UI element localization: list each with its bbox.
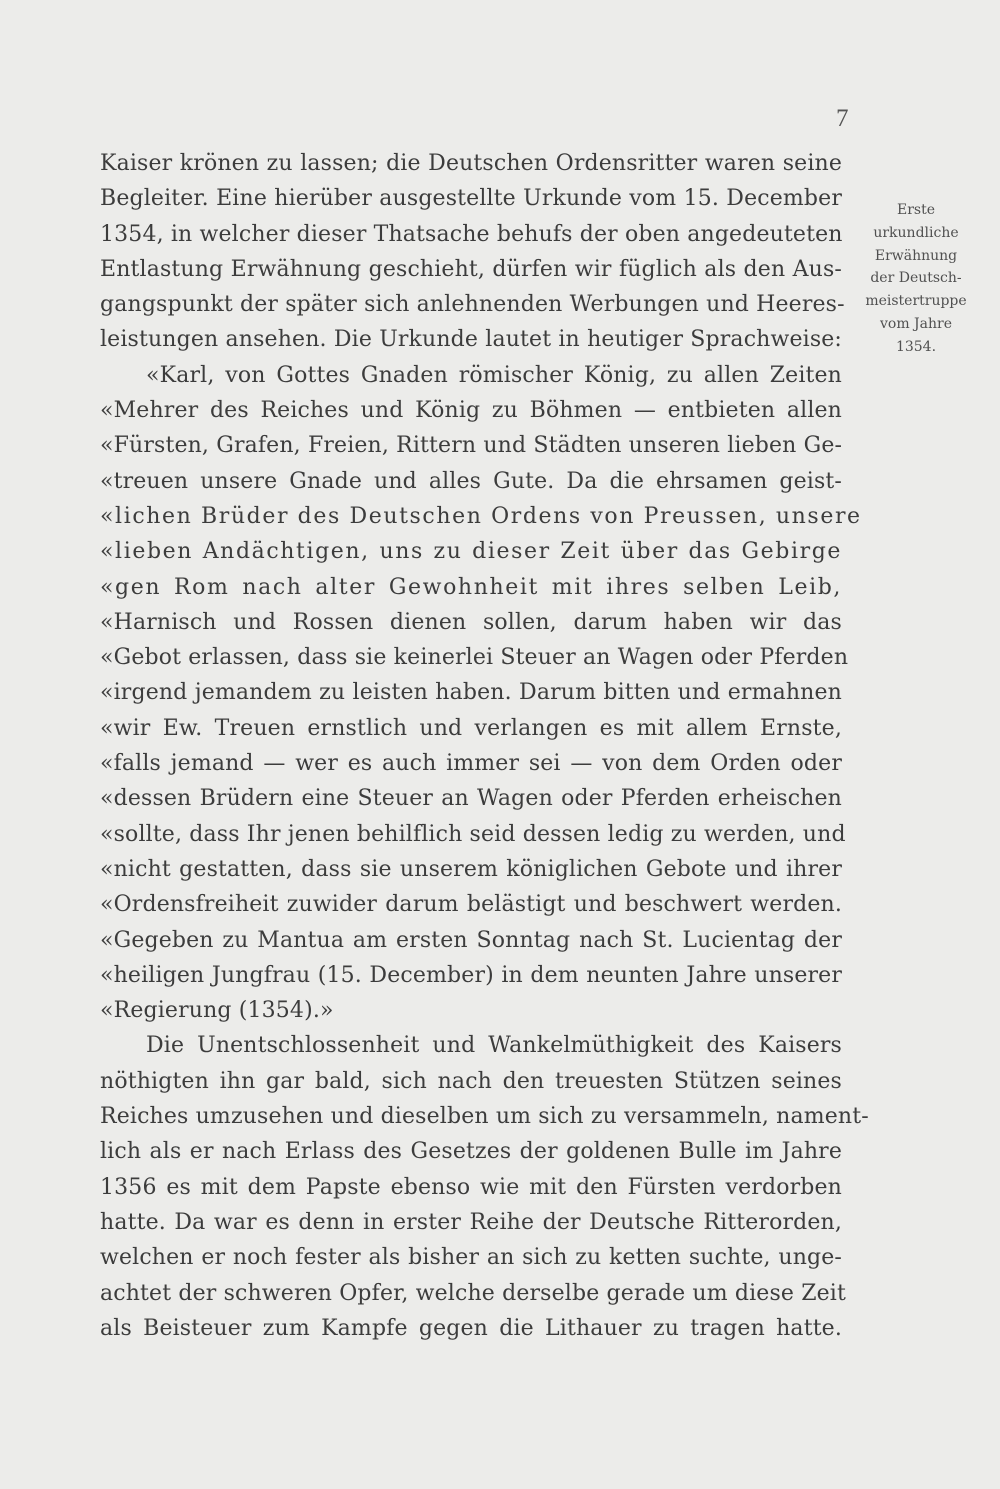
text-line: als Beisteuer zum Kampfe gegen die Lithauer zu tragen hatte. bbox=[100, 1315, 842, 1341]
text-line: «falls jemand — wer es auch immer sei — von dem Orden oder bbox=[100, 751, 842, 777]
text-line: 1356 es mit dem Papste ebenso wie mit den Fürsten verdorben bbox=[100, 1174, 842, 1200]
text-line: nöthigten ihn gar bald, sich nach den treuesten Stützen seines bbox=[100, 1068, 842, 1094]
margin-note-line: vom Jahre bbox=[879, 315, 953, 332]
margin-note-line: der Deutsch- bbox=[870, 270, 962, 287]
text-line: «gen Rom nach alter Gewohnheit mit ihres selben Leib, bbox=[100, 574, 842, 600]
text-line: gangspunkt der später sich anlehnenden Werbungen und Heeres- bbox=[100, 292, 845, 318]
text-line: leistungen ansehen. Die Urkunde lautet in heutiger Sprachweise: bbox=[100, 327, 842, 353]
text-line: «lieben Andächtigen, uns zu dieser Zeit über das Gebirge bbox=[100, 539, 842, 565]
text-line: Entlastung Erwähnung geschieht, dürfen wir füglich als den Aus- bbox=[100, 256, 842, 282]
text-line: «Gegeben zu Mantua am ersten Sonntag nach St. Lucientag der bbox=[100, 927, 842, 953]
text-line: «treuen unsere Gnade und alles Gute. Da die ehrsamen geist- bbox=[100, 468, 842, 494]
text-line: welchen er noch fester als bisher an sich zu ketten suchte, unge- bbox=[100, 1245, 842, 1271]
page-number: 7 bbox=[836, 105, 849, 132]
text-line: «Ordensfreiheit zuwider darum belästigt und beschwert werden. bbox=[100, 892, 842, 918]
text-line: «Karl, von Gottes Gnaden römischer König, zu allen Zeiten bbox=[146, 362, 842, 388]
text-line: 1354, in welcher dieser Thatsache behufs der oben angedeuteten bbox=[100, 221, 843, 247]
text-line: lich als er nach Erlass des Gesetzes der goldenen Bulle im Jahre bbox=[100, 1139, 842, 1165]
margin-note-line: meistertruppe bbox=[865, 293, 967, 310]
margin-note bbox=[853, 199, 979, 359]
text-line: Begleiter. Eine hierüber ausgestellte Urkunde vom 15. December bbox=[100, 186, 842, 212]
margin-note-line: Erwähnung bbox=[874, 247, 958, 264]
body-text bbox=[100, 146, 869, 1346]
margin-note-line: 1354. bbox=[895, 338, 937, 355]
margin-note-line: Erste bbox=[896, 202, 935, 218]
margin-note-line: urkundliche bbox=[873, 224, 959, 241]
text-line: Kaiser krönen zu lassen; die Deutschen Ordensritter waren seine bbox=[100, 151, 842, 176]
text-line: «sollte, dass Ihr jenen behilflich seid dessen ledig zu werden, und bbox=[100, 821, 846, 847]
text-line: Reiches umzusehen und dieselben um sich zu versammeln, nament- bbox=[100, 1104, 869, 1130]
text-line: «Harnisch und Rossen dienen sollen, darum haben wir das bbox=[100, 609, 842, 635]
text-line: «Gebot erlassen, dass sie keinerlei Steuer an Wagen oder Pferden bbox=[100, 645, 849, 671]
text-line: «nicht gestatten, dass sie unserem königlichen Gebote und ihrer bbox=[100, 856, 842, 882]
text-line: «Regierung (1354).» bbox=[100, 998, 334, 1024]
text-line: «heiligen Jungfrau (15. December) in dem neunten Jahre unserer bbox=[100, 962, 842, 988]
text-line: «Fürsten, Grafen, Freien, Rittern und Städten unseren lieben Ge- bbox=[100, 433, 843, 459]
text-line: «irgend jemandem zu leisten haben. Darum bitten und ermahnen bbox=[100, 680, 842, 706]
text-line: hatte. Da war es denn in erster Reihe der Deutsche Ritterorden, bbox=[100, 1209, 842, 1235]
text-line: «lichen Brüder des Deutschen Ordens von Preussen, unsere bbox=[100, 503, 862, 529]
text-line: achtet der schweren Opfer, welche derselbe gerade um diese Zeit bbox=[100, 1280, 846, 1306]
text-line: «Mehrer des Reiches und König zu Böhmen — entbieten allen bbox=[100, 398, 842, 424]
text-line: Die Unentschlossenheit und Wankelmüthigkeit des Kaisers bbox=[146, 1033, 842, 1059]
text-line: «wir Ew. Treuen ernstlich und verlangen es mit allem Ernste, bbox=[100, 715, 842, 741]
text-line: «dessen Brüdern eine Steuer an Wagen oder Pferden erheischen bbox=[100, 786, 842, 812]
